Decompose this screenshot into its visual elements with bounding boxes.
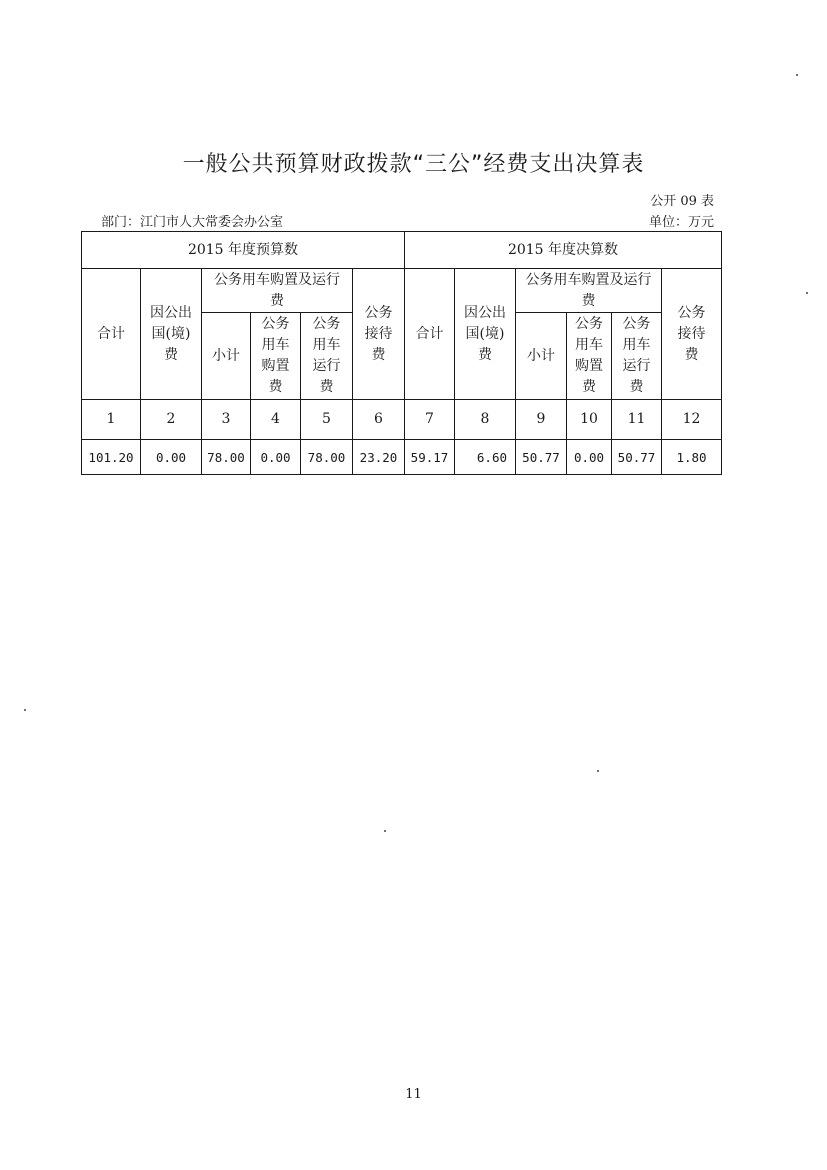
col-reception-final-text: 公务接待费 [677,304,706,363]
col-vehicle-operation-text: 公务用车运行费 [312,316,341,395]
value-cell: 78.00 [301,440,353,475]
col-no: 10 [567,400,612,440]
col-no: 7 [405,400,455,440]
page-title: 一般公共预算财政拨款“三公”经费支出决算表 [182,152,645,177]
expenditure-table [81,231,722,475]
col-vehicle-group-final [516,269,662,313]
col-no: 11 [612,400,662,440]
value-cell: 50.77 [516,440,567,475]
value-cell: 23.20 [353,440,405,475]
col-abroad-final [455,269,516,400]
department-label: 部门：江门市人大常委会办公室 [101,215,284,230]
value-cell: 50.77 [612,440,662,475]
col-no: 12 [662,400,722,440]
value-cell: 0.00 [141,440,202,475]
column-number-row [82,400,722,440]
col-total-final: 合计 [405,269,455,400]
value-cell: 6.60 [455,440,516,475]
col-vehicle-group-text: 公务用车购置及运行费 [214,271,340,309]
col-total: 合计 [82,269,141,400]
scan-speck [24,709,26,711]
col-no: 6 [353,400,405,440]
col-abroad [141,269,202,400]
col-no: 3 [202,400,251,440]
col-no: 1 [82,400,141,440]
col-vehicle-group-final-text: 公务用车购置及运行费 [525,271,652,309]
col-vehicle-purchase-final [567,313,612,400]
col-no: 9 [516,400,567,440]
value-cell: 78.00 [202,440,251,475]
col-abroad-final-text: 因公出国(境)费 [463,304,506,363]
col-subtotal: 小计 [202,313,251,400]
col-abroad-text: 因公出国(境)费 [149,304,192,363]
col-vehicle-operation-final-text: 公务用车运行费 [622,316,651,395]
col-no: 2 [141,400,202,440]
col-vehicle-purchase [251,313,301,400]
col-vehicle-operation-final [612,313,662,400]
scan-speck [597,770,599,772]
page-number: 11 [405,1087,422,1102]
col-subtotal-final: 小计 [516,313,567,400]
budget-header: 2015 年度预算数 [82,232,405,269]
scan-speck [384,830,386,832]
value-cell: 0.00 [251,440,301,475]
scan-speck [796,74,798,76]
value-cell: 1.80 [662,440,722,475]
col-reception-final [662,269,722,400]
value-row [82,440,722,475]
col-vehicle-purchase-final-text: 公务用车购置费 [574,316,603,395]
value-cell: 101.20 [82,440,141,475]
col-vehicle-purchase-text: 公务用车购置费 [261,316,290,395]
col-vehicle-group [202,269,353,313]
col-no: 4 [251,400,301,440]
col-reception-text: 公务接待费 [364,304,393,363]
col-reception [353,269,405,400]
unit-label: 单位：万元 [648,215,714,230]
value-cell: 59.17 [405,440,455,475]
value-cell: 0.00 [567,440,612,475]
form-number: 公开 09 表 [650,194,714,209]
col-no: 8 [455,400,516,440]
col-vehicle-operation [301,313,353,400]
col-no: 5 [301,400,353,440]
scan-speck [806,292,808,294]
final-header: 2015 年度决算数 [405,232,722,269]
